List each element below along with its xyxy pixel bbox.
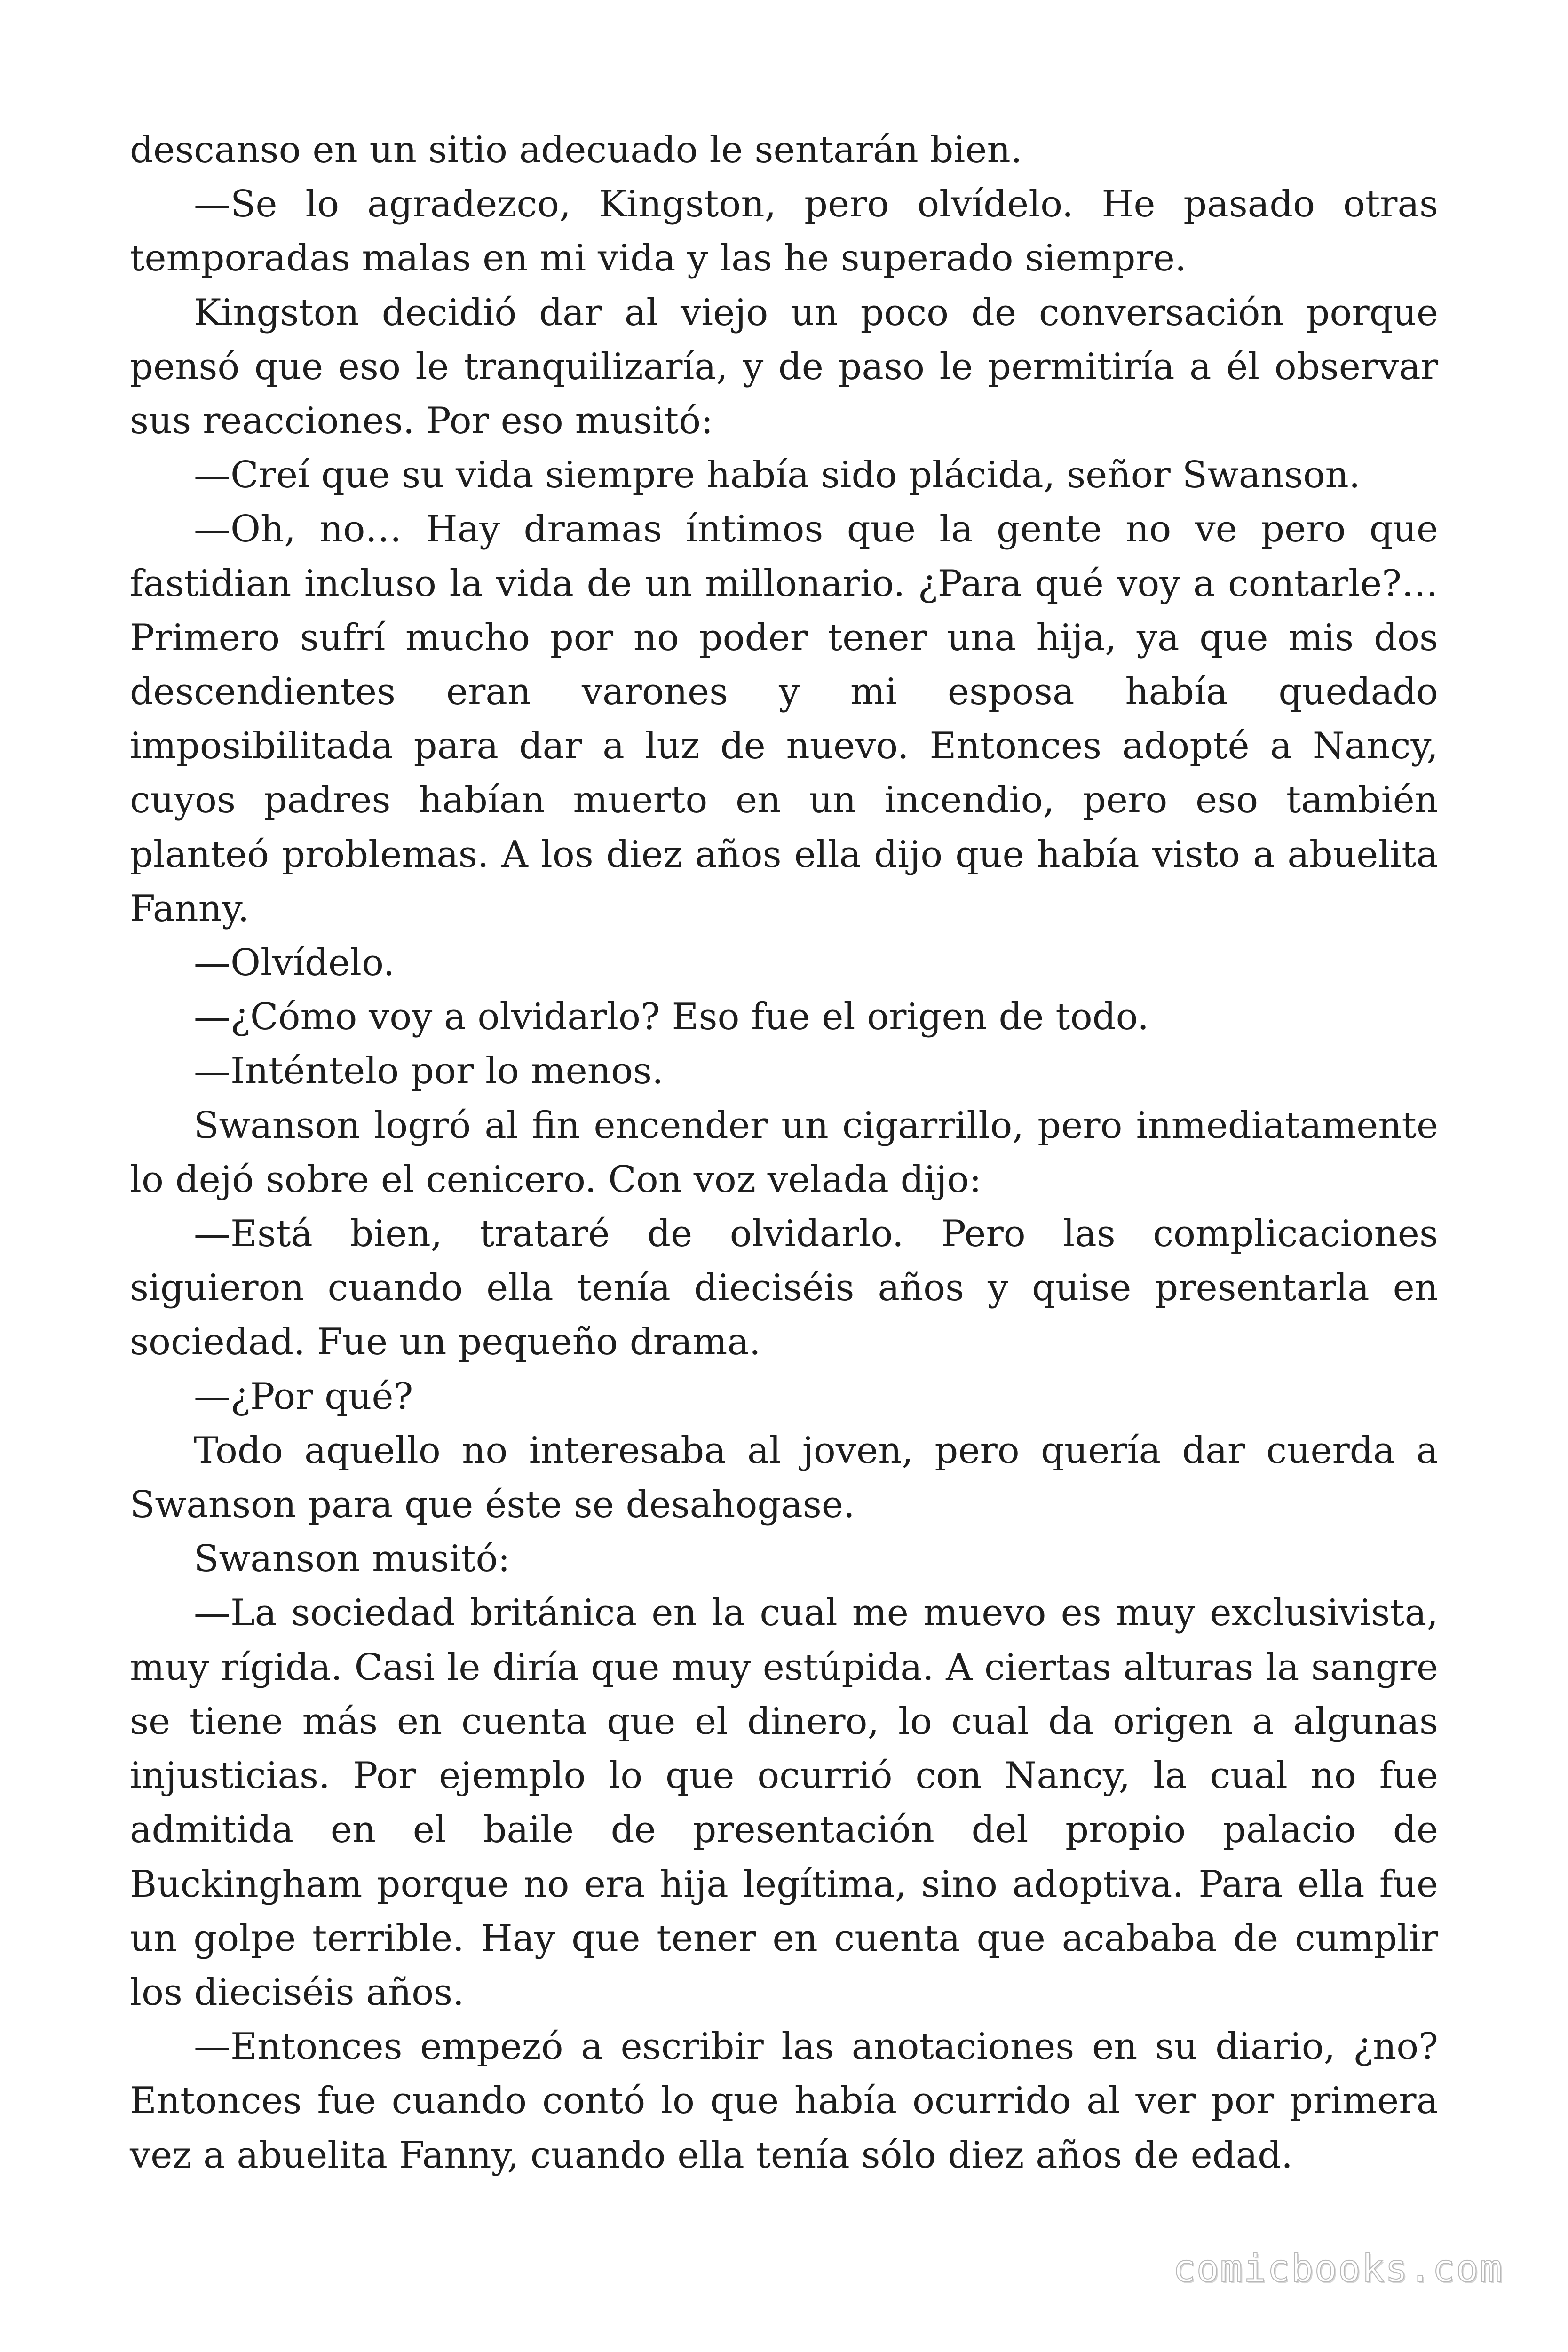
paragraph-13: Swanson musitó: — [194, 1538, 510, 1581]
paragraph-8: —Inténtelo por lo menos. — [194, 1050, 664, 1093]
paragraph-10: —Está bien, trataré de olvidarlo. Pero las complicaciones siguieron cuando ella tenía dieciséis años y quise presentarla en sociedad. Fue un pequeño drama. — [130, 1213, 1438, 1364]
paragraph-15: —Entonces empezó a escribir las anotaciones en su diario, ¿no? Entonces fue cuando contó lo que había ocurrido al ver por primera vez a abuelita Fanny, cuando ella tenía sólo diez años de edad. — [130, 2026, 1438, 2177]
paragraph-6: —Olvídelo. — [194, 942, 395, 985]
paragraph-14: —La sociedad británica en la cual me muevo es muy exclusivista, muy rígida. Casi le diría que muy estúpida. A ciertas alturas la sangre se tiene más en cuenta que el dinero, lo cual da origen a algunas injusticias. Por ejemplo lo que ocurrió con Nancy, la cual no fue admitida en el baile de presentación del propio palacio de Buckingham porque no era hija legítima, sino adoptiva. Para ella fue un golpe terrible. Hay que tener en cuenta que acababa de cumplir los dieciséis años. — [130, 1592, 1438, 2014]
paragraph-3: Kingston decidió dar al viejo un poco de conversación porque pensó que eso le tranquilizaría, y de paso le permitiría a él observar sus reacciones. Por eso musitó: — [130, 291, 1438, 443]
paragraph-2: —Se lo agradezco, Kingston, pero olvídelo. He pasado otras temporadas malas en mi vida y las he superado siempre. — [130, 183, 1438, 280]
paragraph-7: —¿Cómo voy a olvidarlo? Eso fue el origen de todo. — [194, 996, 1149, 1039]
paragraph-1: descanso en un sitio adecuado le sentarán bien. — [130, 129, 1022, 171]
paragraph-5: —Oh, no… Hay dramas íntimos que la gente no ve pero que fastidian incluso la vida de un millonario. ¿Para qué voy a contarle?… Primero sufrí mucho por no poder tener una hija, ya que mis dos descendientes eran varones y mi esposa había quedado imposibilitada para dar a luz de nuevo. Entonces adopté a Nancy, cuyos padres habían muerto en un incendio, pero eso también planteó problemas. A los diez años ella dijo que había visto a abuelita Fanny. — [130, 508, 1438, 930]
body-text — [130, 123, 1438, 2183]
watermark: comicbooks.com — [1172, 2247, 1503, 2290]
paragraph-4: —Creí que su vida siempre había sido plácida, señor Swanson. — [194, 454, 1361, 497]
paragraph-11: —¿Por qué? — [194, 1375, 413, 1418]
paragraph-12: Todo aquello no interesaba al joven, pero quería dar cuerda a Swanson para que éste se desahogase. — [130, 1429, 1438, 1526]
paragraph-9: Swanson logró al fin encender un cigarrillo, pero inmediatamente lo dejó sobre el cenicero. Con voz velada dijo: — [130, 1104, 1438, 1201]
